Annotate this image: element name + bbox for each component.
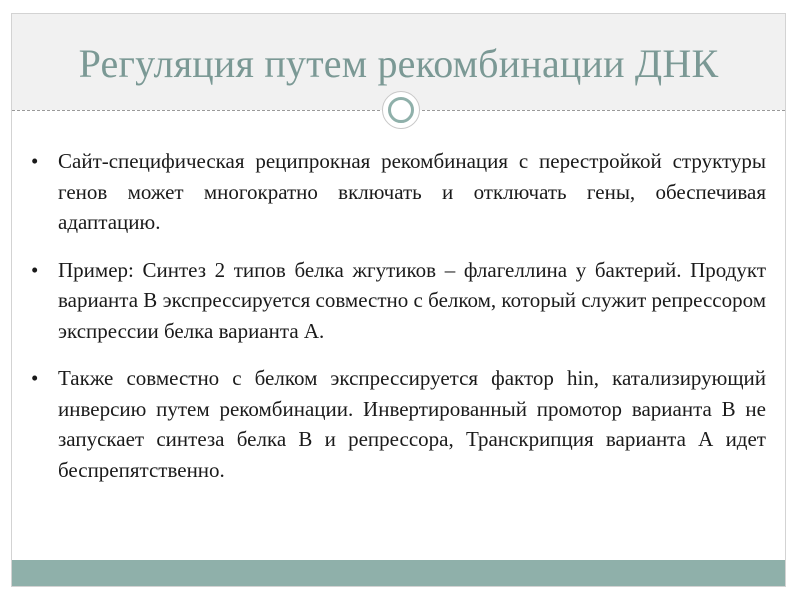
footer-bar: [12, 560, 785, 586]
bullet-item: [30, 146, 766, 238]
slide-title: Регуляция путем рекомбинации ДНК: [78, 41, 719, 86]
bullet-dot-icon: •: [31, 149, 39, 173]
bullet-text: Пример: Синтез 2 типов белка жгутиков – флагеллина у бактерий. Продукт варианта В экспрессируется совместно с белком, который служит репрессором экспрессии белка варианта А.: [58, 257, 766, 343]
bullet-text: Сайт-специфическая реципрокная рекомбинация с перестройкой структуры генов может многократно включать и отключать гены, обеспечивая адаптацию.: [58, 149, 766, 234]
ornament-ring: [388, 97, 414, 123]
bullet-dot-icon: •: [31, 257, 39, 282]
bullet-list: [30, 146, 766, 485]
circle-ring-icon: [382, 91, 420, 129]
bullet-item: [30, 255, 766, 347]
bullet-dot-icon: •: [31, 366, 39, 390]
bullet-text: Также совместно с белком экспрессируется фактор hin, катализирующий инверсию путем рекомбинации. Инвертированный промотор варианта В не запускает синтеза белка В и репрессора, Транскрипция варианта А идет беспрепятственно.: [58, 366, 766, 482]
bullet-item: [30, 363, 766, 485]
